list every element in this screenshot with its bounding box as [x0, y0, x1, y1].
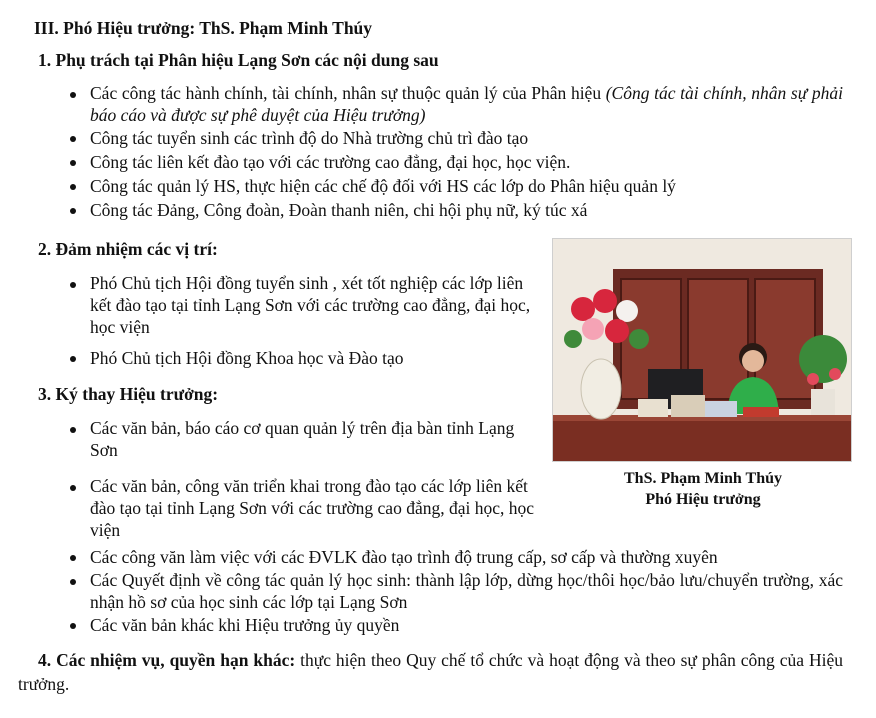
list-item-note: (Công tác tài chính, nhân sự phải báo cáo và được sự phê duyệt của Hiệu trưởng): [90, 83, 844, 125]
list-item-text: Các công tác hành chính, tài chính, nhân sự thuộc quản lý của Phân hiệu: [90, 83, 606, 103]
section-4-text: thực hiện theo Quy chế tổ chức và hoạt động và theo sự phân công của Hiệu trưởng.: [18, 650, 843, 694]
list-item: Các công văn làm việc với các ĐVLK đào tạo trình độ trung cấp, sơ cấp và thường xuyên: [38, 545, 843, 569]
list-item: Công tác Đảng, Công đoàn, Đoàn thanh niên, chi hội phụ nữ, ký túc xá: [38, 198, 843, 222]
portrait-photo: [552, 238, 852, 462]
caption-role: Phó Hiệu trưởng: [645, 491, 761, 508]
list-item: Các Quyết định về công tác quản lý học sinh: thành lập lớp, dừng học/thôi học/bảo lưu/chuyển trường, xác nhận hồ sơ của học sinh các lớp tại Lạng Sơn: [38, 569, 843, 613]
section-2-list: [38, 272, 538, 370]
vase: [581, 359, 621, 419]
list-item: Công tác tuyển sinh các trình độ do Nhà trường chủ trì đào tạo: [38, 126, 843, 150]
list-item: Phó Chủ tịch Hội đồng Khoa học và Đào tạo: [38, 346, 538, 370]
flower: [571, 297, 595, 321]
person-face: [742, 350, 764, 372]
list-item: Phó Chủ tịch Hội đồng tuyển sinh , xét tốt nghiệp các lớp liên kết đào tạo tại tỉnh Lạng Sơn với các trường cao đẳng, đại học, học viện: [38, 272, 538, 338]
list-item: [38, 82, 843, 126]
office-scene-illustration: [553, 239, 851, 461]
list-item: Công tác liên kết đào tạo với các trường cao đẳng, đại học, học viện.: [38, 150, 843, 174]
section-4-paragraph: [18, 648, 843, 696]
photo-caption: [580, 468, 826, 510]
page-title: III. Phó Hiệu trưởng: ThS. Phạm Minh Thúy: [34, 18, 373, 38]
list-item: Các văn bản khác khi Hiệu trưởng ủy quyền: [38, 613, 843, 637]
section-4-heading: 4. Các nhiệm vụ, quyền hạn khác:: [38, 650, 296, 670]
section-1-heading: 1. Phụ trách tại Phân hiệu Lạng Sơn các nội dung sau: [38, 50, 439, 70]
section-2-heading: 2. Đảm nhiệm các vị trí:: [38, 239, 218, 259]
section-1-list: [38, 82, 843, 222]
list-item: Các văn bản, công văn triển khai trong đào tạo các lớp liên kết đào tạo tại tỉnh Lạng Sơn với các trường cao đẳng, đại học, học viện: [38, 475, 538, 541]
section-3-heading: 3. Ký thay Hiệu trưởng:: [38, 384, 219, 404]
list-item: Công tác quản lý HS, thực hiện các chế độ đối với HS các lớp do Phân hiệu quản lý: [38, 174, 843, 198]
caption-name: ThS. Phạm Minh Thúy: [624, 470, 782, 487]
section-3-list-top: [38, 417, 538, 541]
desk: [553, 415, 851, 461]
section-3-list-bottom: [38, 545, 843, 637]
list-item: Các văn bản, báo cáo cơ quan quản lý trên địa bàn tỉnh Lạng Sơn: [38, 417, 538, 461]
